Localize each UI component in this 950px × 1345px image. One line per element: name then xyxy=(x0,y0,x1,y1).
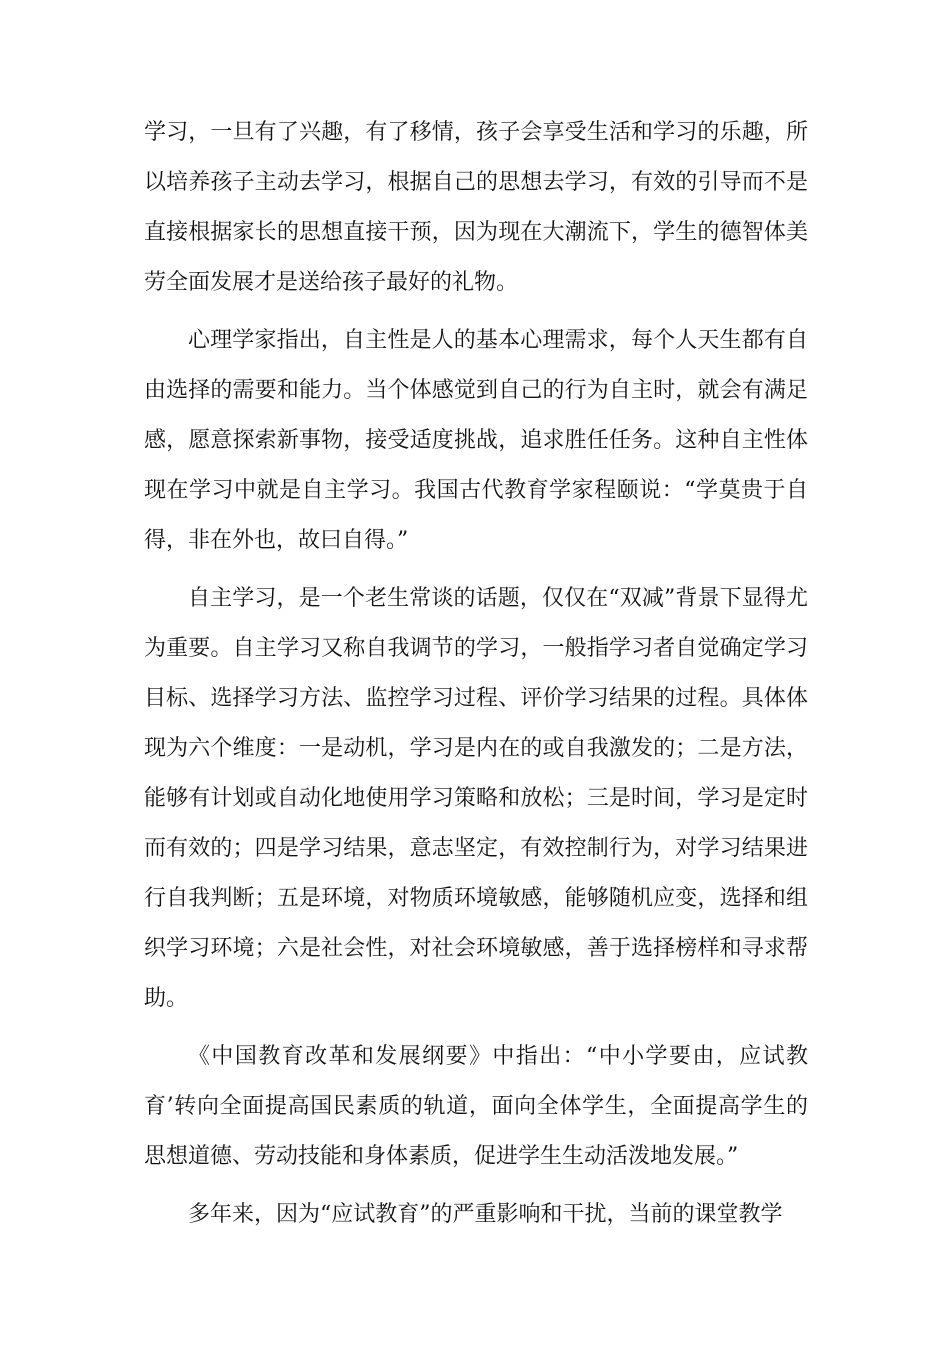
paragraph-continuation: 学习，一旦有了兴趣，有了移情，孩子会享受生活和学习的乐趣，所以培养孩子主动去学习，根据自己的思想去学习，有效的引导而不是直接根据家长的思想直接干预，因为现在大潮流下，学生的德智体美劳全面发展才是送给孩子最好的礼物。 xyxy=(144,120,808,295)
paragraph-exam-oriented-education: 多年来，因为“应试教育”的严重影响和干扰，当前的课堂教学 xyxy=(188,1202,783,1227)
paragraph-autonomy-psychology: 心理学家指出，自主性是人的基本心理需求，每个人天生都有自由选择的需要和能力。当个体感觉到自己的行为自主时，就会有满足感，愿意探索新事物，接受适度挑战，追求胜任任务。这种自主性体现在学习中就是自主学习。我国古代教育学家程颐说：“学莫贵于自得，非在外也，故曰自得。” xyxy=(144,328,808,553)
document-body xyxy=(144,108,808,1248)
paragraph-self-directed-learning: 自主学习，是一个老生常谈的话题，仅仅在“双减”背景下显得尤为重要。自主学习又称自我调节的学习，一般指学习者自觉确定学习目标、选择学习方法、监控学习过程、评价学习结果的过程。具体体现为六个维度：一是动机，学习是内在的或自我激发的；二是方法，能够有计划或自动化地使用学习策略和放松；三是时间，学习是定时而有效的；四是学习结果，意志坚定，有效控制行为，对学习结果进行自我判断；五是环境，对物质环境敏感，能够随机应变，选择和组织学习环境；六是社会性，对社会环境敏感，善于选择榜样和寻求帮助。 xyxy=(144,586,808,1011)
paragraph-education-outline: 《中国教育改革和发展纲要》中指出：“中小学要由，应试教育’转向全面提高国民素质的轨道，面向全体学生，全面提高学生的思想道德、劳动技能和身体素质，促进学生生动活泼地发展。” xyxy=(144,1044,808,1169)
